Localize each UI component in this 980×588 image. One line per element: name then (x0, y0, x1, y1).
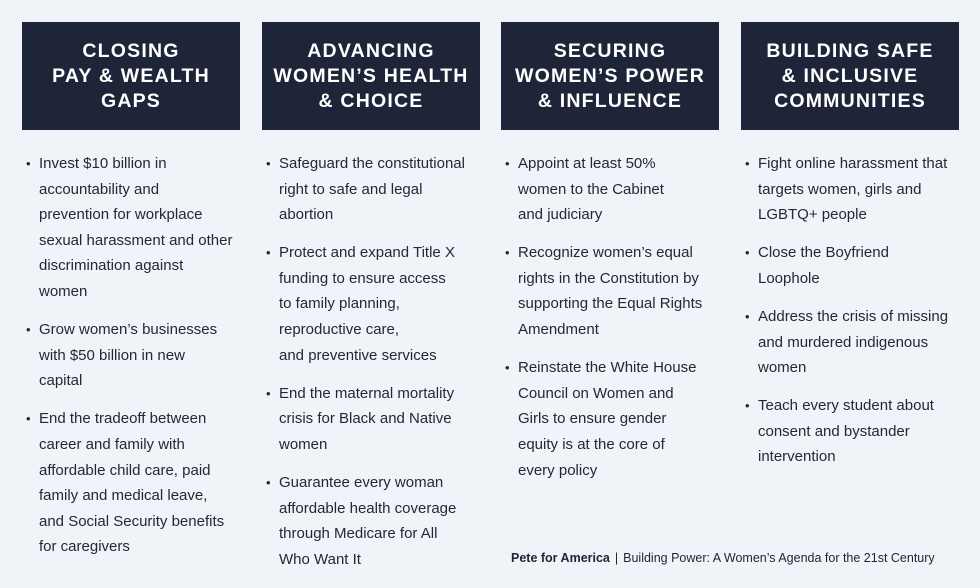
bullet-list (741, 151, 959, 470)
list-item: • Protect and expand Title X funding to ensure access to family planning, reproductive care, and preventive services (262, 240, 480, 368)
list-item: • Fight online harassment that targets women, girls and LGBTQ+ people (741, 151, 959, 228)
list-item: • Reinstate the White House Council on Women and Girls to ensure gender equity is at the core of every policy (501, 355, 719, 483)
bullet-list (501, 151, 719, 483)
list-item: • Appoint at least 50% women to the Cabinet and judiciary (501, 151, 719, 228)
column-heading: SECURING WOMEN’S POWER & INFLUENCE (501, 22, 719, 130)
footer-subtitle: Building Power: A Women’s Agenda for the 21st Century (623, 551, 935, 565)
list-item: • End the maternal mortality crisis for Black and Native women (262, 381, 480, 458)
list-item: • Close the Boyfriend Loophole (741, 240, 959, 291)
column-safe-communities (741, 22, 959, 483)
footer-separator: | (614, 551, 619, 565)
column-heading: CLOSING PAY & WEALTH GAPS (22, 22, 240, 130)
list-item: • End the tradeoff between career and family with affordable child care, paid family and medical leave, and Social Security benefits for caregivers (22, 406, 240, 560)
bullet-list (22, 151, 240, 560)
list-item: • Invest $10 billion in accountability and prevention for workplace sexual harassment and other discrimination against women (22, 151, 240, 305)
list-item: • Safeguard the constitutional right to safe and legal abortion (262, 151, 480, 228)
column-heading: BUILDING SAFE & INCLUSIVE COMMUNITIES (741, 22, 959, 130)
list-item: • Grow women’s businesses with $50 billion in new capital (22, 317, 240, 394)
footer-brand: Pete for America (511, 551, 610, 565)
column-womens-health (262, 22, 480, 585)
footer-credit (511, 551, 935, 565)
column-heading: ADVANCING WOMEN’S HEALTH & CHOICE (262, 22, 480, 130)
list-item: • Recognize women’s equal rights in the Constitution by supporting the Equal Rights Amendment (501, 240, 719, 342)
column-womens-power (501, 22, 719, 496)
list-item: • Address the crisis of missing and murdered indigenous women (741, 304, 959, 381)
column-pay-wealth (22, 22, 240, 572)
list-item: • Guarantee every woman affordable health coverage through Medicare for All Who Want It (262, 470, 480, 572)
bullet-list (262, 151, 480, 572)
list-item: • Teach every student about consent and bystander intervention (741, 393, 959, 470)
